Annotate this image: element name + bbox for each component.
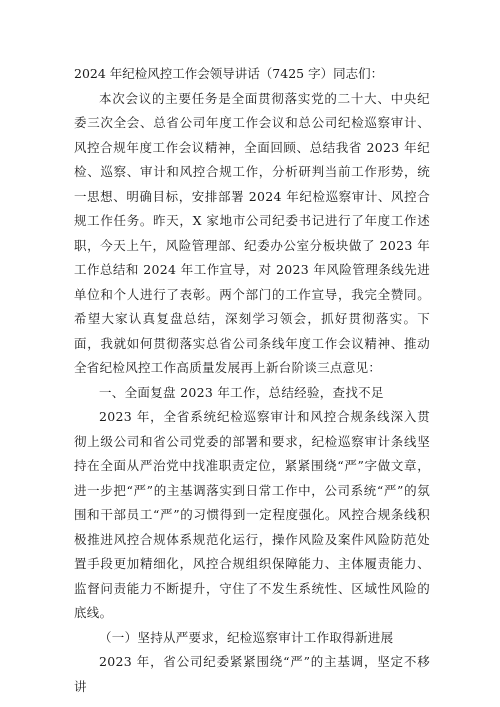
subsection-1-paragraph: 2023 年，省公司纪委紧紧围绕“严”的主基调，坚定不移讲 — [74, 654, 430, 694]
intro-paragraph: 本次会议的主要任务是全面贯彻落实党的二十大、中央纪委三次全会、总省公司年度工作会议和总公司纪检巡察审计、风控合规年度工作会议精神，全面回顾、总结我省 2023 年纪检、巡察、审计和风控合规工作，分析研判当前工作形势，统一思想、明确目标，安排部署 2024 年纪检巡察审计、风控合规工作任务。昨天，X 家地市公司纪委书记进行了年度工作述职，今天上午，风险管理部、纪委办公室分板块做了 2023 年工作总结和 2024 年工作宣导，对 2023 年风险管理条线先进单位和个人进行了表彰。两个部门的工作宣导，我完全赞同。希望大家认真复盘总结，深刻学习领会，抓好贯彻落实。下面，我就如何贯彻落实总省公司条线年度工作会议精神、推动全省纪检风控工作高质量发展再上新台阶谈三点意见： — [74, 90, 430, 375]
document-title-line: 2024 年纪检风控工作会领导讲话（7425 字）同志们： — [74, 66, 384, 81]
section-heading-1: 一、全面复盘 2023 年工作，总结经验，查找不足 — [99, 384, 384, 400]
section-1-paragraph: 2023 年，全省系统纪检巡察审计和风控合规条线深入贯彻上级公司和省公司党委的部署和要求，纪检巡察审计条线坚持在全面从严治党中找准职责定位，紧紧围绕“严”字做文章，进一步把“严”的主基调落实到日常工作中，公司系统“严”的氛围和干部员工“严”的习惯得到一定程度强化。风控合规条线积极推进风控合规体系规范化运行，操作风险及案件风险防范处置手段更加精细化，风控合规组织保障能力、主体履责能力、监督问责能力不断提升，守住了不发生系统性、区域性风险的底线。 — [74, 409, 430, 620]
subsection-heading-1: （一）坚持从严要求，纪检巡察审计工作取得新进展 — [99, 629, 394, 645]
